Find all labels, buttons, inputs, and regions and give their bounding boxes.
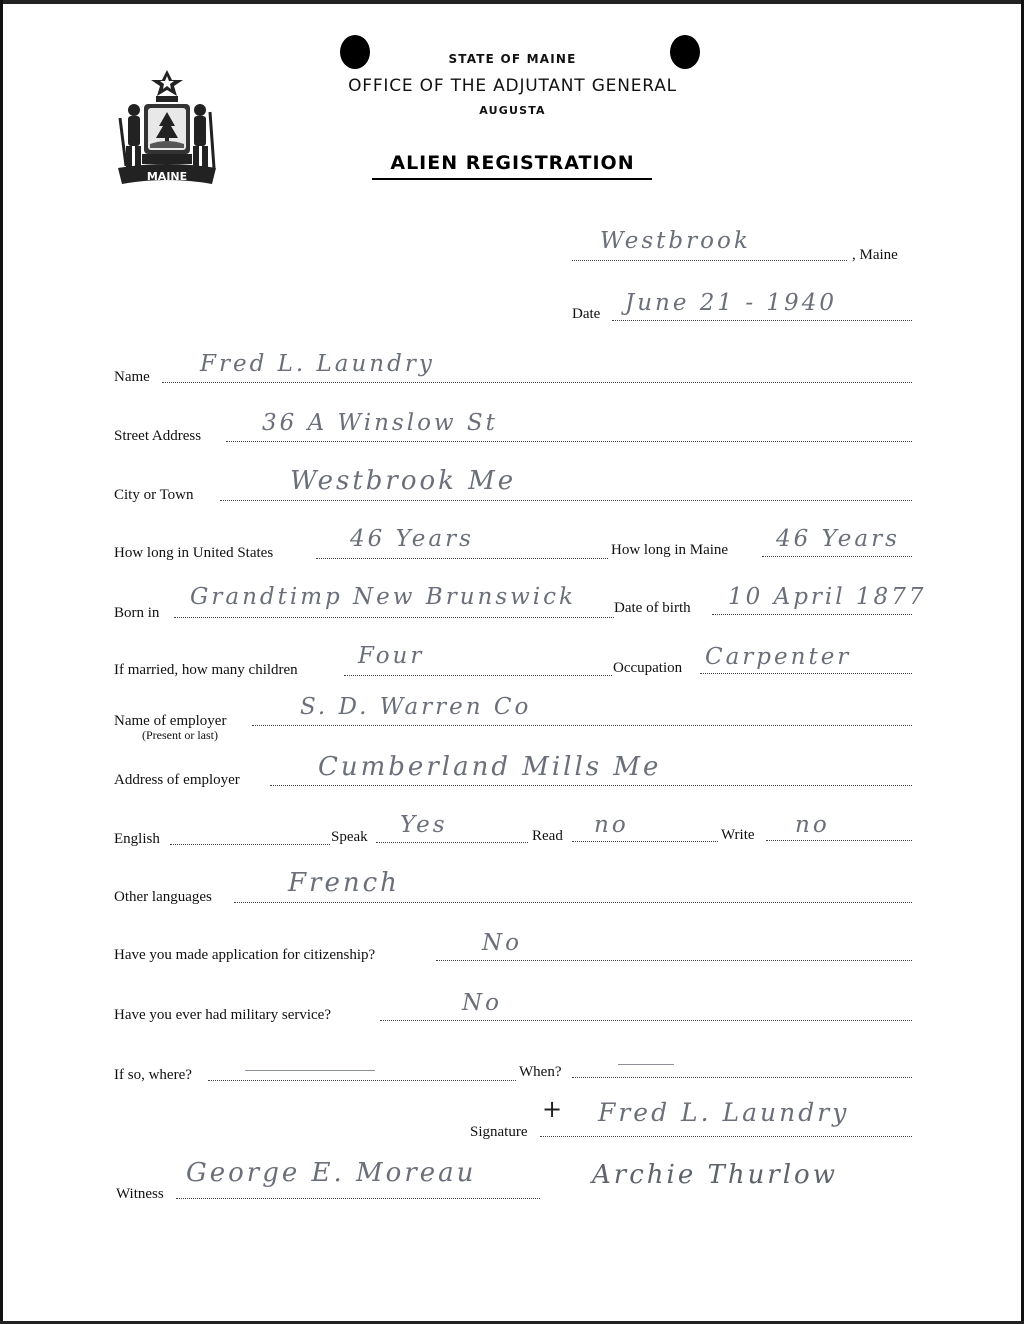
town-line bbox=[572, 260, 847, 261]
date-line bbox=[612, 320, 912, 321]
where-dash bbox=[245, 1070, 375, 1071]
employer-address-line bbox=[270, 785, 912, 786]
form-title: ALIEN REGISTRATION bbox=[390, 152, 635, 174]
scan-border-top bbox=[0, 0, 1024, 4]
employer-label: Name of employer bbox=[114, 713, 227, 729]
citizenship-line bbox=[436, 960, 912, 961]
other-languages-label: Other languages bbox=[114, 889, 212, 905]
years-us-line bbox=[316, 558, 608, 559]
town-suffix-label: , Maine bbox=[852, 247, 898, 263]
years-maine-value: 46 Years bbox=[776, 526, 900, 552]
years-us-value: 46 Years bbox=[350, 526, 474, 552]
military-label: Have you ever had military service? bbox=[114, 1007, 331, 1023]
speak-value: Yes bbox=[400, 812, 448, 838]
svg-text:MAINE: MAINE bbox=[146, 170, 188, 183]
speak-line bbox=[376, 842, 528, 843]
citizenship-label: Have you made application for citizenship? bbox=[114, 947, 376, 963]
employer-value: S. D. Warren Co bbox=[300, 694, 532, 720]
date-of-birth-line bbox=[712, 614, 912, 615]
where-label: If so, where? bbox=[114, 1067, 192, 1083]
years-us-label: How long in United States bbox=[114, 545, 274, 561]
signature-mark: + bbox=[542, 1095, 563, 1123]
name-value: Fred L. Laundry bbox=[200, 351, 435, 377]
scan-border-left bbox=[0, 0, 3, 1324]
occupation-label: Occupation bbox=[613, 660, 683, 676]
other-languages-line bbox=[234, 902, 912, 903]
when-line bbox=[572, 1077, 912, 1078]
write-label: Write bbox=[721, 827, 755, 843]
citizenship-value: No bbox=[482, 930, 522, 956]
date-value: June 21 - 1940 bbox=[625, 290, 837, 316]
employer-address-label: Address of employer bbox=[114, 772, 240, 788]
date-of-birth-label: Date of birth bbox=[614, 600, 691, 616]
born-in-line bbox=[174, 617, 614, 618]
where-line bbox=[208, 1080, 516, 1081]
signature-line bbox=[540, 1136, 912, 1137]
years-maine-line bbox=[762, 556, 912, 557]
witness-value: George E. Moreau bbox=[186, 1158, 477, 1188]
header-city: AUGUSTA bbox=[479, 104, 546, 117]
born-in-label: Born in bbox=[114, 605, 160, 621]
date-of-birth-value: 10 April 1877 bbox=[728, 584, 927, 610]
read-value: no bbox=[594, 812, 629, 838]
title-underline bbox=[372, 178, 652, 180]
signature-value: Fred L. Laundry bbox=[598, 1098, 850, 1127]
write-value: no bbox=[795, 812, 830, 838]
read-line bbox=[572, 841, 718, 842]
witness-label: Witness bbox=[116, 1186, 164, 1202]
header-state: STATE OF MAINE bbox=[448, 52, 577, 66]
employer-address-value: Cumberland Mills Me bbox=[318, 752, 662, 782]
name-line bbox=[162, 382, 912, 383]
when-dash bbox=[618, 1064, 674, 1065]
street-value: 36 A Winslow St bbox=[262, 410, 498, 436]
signature-label: Signature bbox=[470, 1124, 528, 1140]
street-label: Street Address bbox=[114, 428, 202, 444]
witness-line bbox=[176, 1198, 540, 1199]
born-in-value: Grandtimp New Brunswick bbox=[190, 584, 576, 610]
military-line bbox=[380, 1020, 912, 1021]
occupation-value: Carpenter bbox=[705, 644, 852, 670]
read-label: Read bbox=[532, 828, 563, 844]
date-label: Date bbox=[572, 306, 601, 322]
children-label: If married, how many children bbox=[114, 662, 298, 678]
other-languages-value: French bbox=[288, 868, 400, 898]
city-value: Westbrook Me bbox=[290, 466, 517, 496]
city-line bbox=[220, 500, 912, 501]
when-label: When? bbox=[519, 1064, 562, 1080]
children-line bbox=[344, 675, 612, 676]
second-witness-value: Archie Thurlow bbox=[592, 1160, 838, 1190]
town-value: Westbrook bbox=[600, 228, 751, 254]
employer-line bbox=[252, 725, 912, 726]
employer-note: (Present or last) bbox=[142, 728, 218, 742]
name-label: Name bbox=[114, 369, 150, 385]
years-maine-label: How long in Maine bbox=[611, 542, 729, 558]
english-line bbox=[170, 844, 330, 845]
header-office: OFFICE OF THE ADJUTANT GENERAL bbox=[348, 76, 677, 96]
english-label: English bbox=[114, 831, 160, 847]
write-line bbox=[766, 840, 912, 841]
street-line bbox=[226, 441, 912, 442]
occupation-line bbox=[700, 673, 912, 674]
speak-label: Speak bbox=[331, 829, 368, 845]
children-value: Four bbox=[358, 643, 425, 669]
city-label: City or Town bbox=[114, 487, 194, 503]
maine-state-seal bbox=[112, 68, 222, 194]
military-value: No bbox=[462, 990, 502, 1016]
